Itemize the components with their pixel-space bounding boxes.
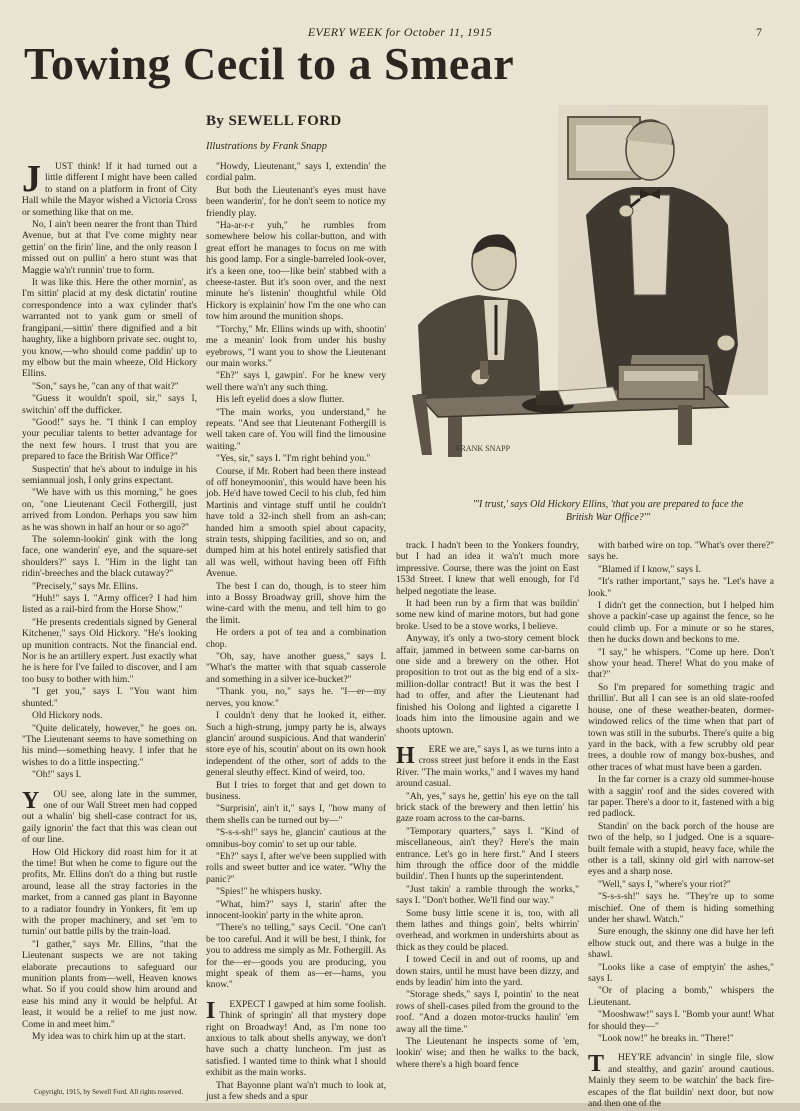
paragraph-text: That Bayonne plant wa'n't much to look at, just a few sheds and a spur [206, 1080, 386, 1103]
paragraph-text: The Lieutenant he inspects some of 'em, lookin' wise; and then he walks to the back, where there's a high board fence [396, 1037, 579, 1070]
paragraph-text: "Temporary quarters," says I. "Kind of miscellaneous, ain't they? Here's the main entrance. Let's go in here first." And I steers him through the office door of the middle buildin'. Then I hunts up the superintendent. [396, 826, 579, 883]
paragraph [396, 990, 579, 1036]
paragraph [588, 683, 774, 774]
paragraph-text: "Oh, say, have another guess," says I. "What's the matter with that squab casserole and something in a silver ice-bucket?" [206, 652, 386, 685]
paragraph [22, 618, 197, 686]
paragraph-text: "Just takin' a ramble through the works," says I. "Don't bother. We'll find our way." [396, 884, 579, 907]
paragraph-text: "I say," he whispers. "Come up here. Don't show your head. There! What do you make of that?" [588, 647, 774, 681]
paragraph-text: Standin' on the back porch of the house are two of the help, so I judged. One is a square-built female with a stupid, heavy face, while the other is a tall, skinny old girl with narrow-set eyes and a sharp nose. [588, 821, 774, 878]
artist-signature: FRANK SNAPP [456, 444, 511, 453]
paragraph-text: "He presents credentials signed by General Kitchener," says Old Hickory. "He's looking up munition contracts. Not the financial end. Nor is he an artillery expert. Just exactly what he is here for I've failed to discover, and I am too busy to bother with him." [22, 617, 197, 685]
text-column-2 [206, 162, 386, 1103]
drop-cap: J [22, 158, 41, 200]
paragraph [396, 827, 579, 884]
paragraph-text: "We have with us this morning," he goes on, "one Lieutenant Cecil Fothergill, just arrived from London. Perhaps you saw him as he was shown in half an hour or so ago?" [22, 488, 197, 533]
section-break [22, 782, 197, 790]
paragraph-text: "Or of placing a bomb," whispers the Lieutenant. [588, 986, 774, 1008]
paragraph [206, 652, 386, 686]
paragraph [588, 577, 774, 600]
paragraph-text: "Spies!" he whispers husky. [216, 887, 322, 898]
paragraph [22, 594, 197, 617]
paragraph-text: "S-s-s-sh!" says he. "They're up to some mischief. One of them is hiding something under her shawl. Watch." [588, 892, 774, 925]
paragraph-text: EXPECT I gawped at him some foolish. Think of springin' all that mystery dope right on Broadway! And, as I'm none too anxious to talk about shells anyway, we don't have such a chatty luncheon. I'm just as satisfied. I wanted time to think what I should exhibit as the main works. [206, 999, 386, 1079]
paragraph-text: My idea was to chirk him up at the start. [32, 1032, 186, 1043]
paragraph-text: "Good!" says he. "I think I can employ your peculiar talents to better advantage for the next few hours. I trust that you are prepared to face the British War Office?" [22, 417, 197, 463]
paragraph [396, 792, 579, 826]
paragraph [588, 892, 774, 926]
paragraph [588, 927, 774, 961]
paragraph-text: "Torchy," Mr. Ellins winds up with, shootin' me a meanin' look from under his bushy eyebrows, "I want you to show the Lieutenant our main works." [206, 324, 386, 369]
paragraph [206, 162, 386, 185]
page-number: 7 [756, 25, 762, 39]
desk-box [618, 365, 704, 399]
paragraph-text: "Quite delicately, however," he goes on. "The Lieutenant seems to have something on his mind—something heavy. I infer that he wishes to do a little inspecting." [22, 723, 197, 768]
paragraph [206, 804, 386, 827]
paragraph-text: The solemn-lookin' gink with the long face, one wanderin' eye, and the square-set shoulders?" says I. "Him in the light tan ridin'-breeches and the black cutaway?" [22, 535, 197, 580]
paragraph-text: The best I can do, though, is to steer him into a Bossy Broadway grill, shove him the wine-card with the menu, and tell him to go the limit. [206, 581, 386, 626]
paragraph [206, 467, 386, 581]
illustrator-credit: Illustrations by Frank Snapp [206, 141, 328, 152]
paragraph-text: "The main works, you understand," he repeats. "And see that Lieutenant Fothergill is well taken care of. You will find the limousine waiting." [206, 407, 386, 452]
paragraph [396, 1037, 579, 1071]
illustration [408, 95, 780, 493]
paragraph [588, 1010, 774, 1033]
paragraph [22, 382, 197, 393]
paragraph [206, 325, 386, 371]
paragraph [22, 1032, 197, 1043]
paragraph [396, 541, 579, 598]
paragraph-text: Anyway, it's only a two-story cement block affair, jammed in between some car-barns on one side and a brewery on the other. Hot proposition to trot out as the big end of a six-million-dollar contract! But it was the best I had to offer, and after the Lieutenant had finished his Oolong and lighted a cigarette I loads him into the limousine again and we shoots uptown. [396, 634, 579, 736]
paragraph [22, 394, 197, 417]
paragraph [396, 885, 579, 908]
paragraph [22, 724, 197, 770]
paragraph-text: It was like this. Here the other mornin', as I'm sittin' placid at my desk dictatin' routine correspondence into a wax cylinder that's warranted not to yank gum or smell of frangipani,—sittin' there dignified and a bit haughty, like a highborn private sec. ought to, you know,—who should come paddin' up to my elbow but the main wheeze, Old Hickory Ellins. [22, 278, 197, 380]
paragraph [206, 1081, 386, 1104]
paragraph-text: "Looks like a case of emptyin' the ashes," says I. [588, 962, 774, 985]
paragraph [206, 582, 386, 628]
paragraph [22, 465, 197, 488]
paragraph [588, 775, 774, 821]
paragraph [22, 582, 197, 593]
paragraph-text: "It's rather important," says he. "Let's have a look." [588, 577, 774, 599]
paragraph-text: His left eyelid does a slow flutter. [216, 395, 344, 406]
paragraph-text: "Howdy, Lieutenant," says I, extendin' the cordial palm. [206, 162, 386, 184]
paragraph-text: Some busy little scene it is, too, with all them lathes and things goin', belts whirrin' overhead, and workmen in undershirts about as thick as they could be placed. [396, 908, 579, 953]
paragraph [206, 454, 386, 465]
paragraph-text: "Precisely," says Mr. Ellins. [32, 581, 138, 592]
illustration-caption: "'I trust,' says Old Hickory Ellins, 'that you are prepared to face the British War Office?'" [472, 499, 744, 523]
section-break [396, 737, 579, 745]
paragraph-text: In the far corner is a crazy old summer-house with a saggin' roof and the sides covered with tar paper. There's a door to it, fastened with a big red padlock. [588, 775, 774, 820]
paragraph [206, 900, 386, 923]
paragraph-text: I couldn't deny that he looked it, either. Such a high-strung, jumpy party he is, always glancin' around suspicious. And that wanderin' store eye of his, scoutin' about on its own hook independent of the other, sort of adds to the general sleuthy effect. Kind of weird, too. [206, 711, 386, 779]
paragraph [206, 395, 386, 406]
paragraph-text: "Surprisin', ain't it," says I, "how many of them shells can be turned out by—" [206, 804, 386, 826]
paragraph-text: "Ah, yes," says he, gettin' his eye on the tall brick stack of the brewery and then lettin' his gaze roam across to the car-barns. [396, 791, 579, 825]
paragraph-text: But both the Lieutenant's eyes must have been wanderin', for he don't seem to notice my friendly play. [206, 185, 386, 219]
paragraph-text: "What, him?" says I, starin' after the innocent-lookin' party in the white apron. [206, 899, 386, 921]
paragraph-text: ERE we are," says I, as we turns into a cross street just before it ends in the East River. "The main works," and I waves my hand around casual. [396, 744, 579, 790]
paragraph [22, 220, 197, 277]
paragraph-text: "Blamed if I know," says I. [598, 564, 701, 575]
paragraph [588, 565, 774, 576]
paragraph-text: "Oh!" says I. [32, 770, 82, 781]
paragraph-text: "I gather," says Mr. Ellins, "that the Lieutenant suspects we are not taking elaborate precautions to safeguard our munition plants from—well, Heaven knows what. So if you could show him around and ease his mind any it would be helpful. At least, it would be a relief to me just now. Come in and meet him." [22, 939, 197, 1030]
byline: By SEWELL FORD [206, 113, 342, 129]
paragraph-text: I didn't get the connection, but I helped him shove a packin'-case up against the fence, so he could climb up. For a minute or so he stares, then he ducks down and beckons to me. [588, 601, 774, 646]
copyright-notice: Copyright, 1915, by Sewell Ford. All rights reserved. [34, 1088, 184, 1096]
paragraph [206, 887, 386, 898]
paragraph-text: "Look now!" he breaks in. "There!" [598, 1034, 734, 1045]
paragraph-text: Suspectin' that he's about to indulge in his semiannual josh, I only grins expectant. [22, 464, 197, 486]
paragraph [22, 535, 197, 581]
section-break [206, 992, 386, 1000]
paragraph-text: "S-s-s-sh!" says he, glancin' cautious at the omnibus-boy comin' to set up our table. [206, 828, 386, 850]
paragraph-text: "Ha-ar-r-r yuh," he rumbles from somewhere below his collar-button, and with great effort he manages to focus on me with his good lamp. For a single-barreled look-over, it's a keen one, too—like bein' stabbed with a cheese-taster. But it's soon over, and the next minute he's listenin' thoughtful while Old Hickory is explainin' how I'm the one who can tow him around the munition shops. [206, 221, 386, 323]
paragraph-text: "Eh?" says I, after we've been supplied with rolls and sweet butter and ice water. "Why the panic?" [206, 851, 386, 885]
paragraph [588, 986, 774, 1009]
paragraph-text: No, I ain't been nearer the front than Third Avenue, but at that I've come mighty near gettin' on the firin' line, and the only reason I missed out on pullin' a hero stunt was that Maggie wa'n't runnin' true to form. [22, 220, 197, 276]
paragraph [396, 955, 579, 989]
paragraph [206, 687, 386, 710]
text-column-3 [396, 541, 579, 1091]
paragraph-text: "Well," says I, "where's your riot?" [598, 879, 731, 890]
paragraph [22, 687, 197, 710]
text-column-1 [22, 158, 197, 1082]
paragraph [22, 158, 197, 219]
paragraph [22, 787, 197, 847]
drop-cap: T [588, 1051, 605, 1078]
paragraph [22, 711, 197, 722]
paragraph-text: OU see, along late in the summer, one of our Wall Street men had copped out a whalin' big shell-case contract for us, gaily ignorin' the fact that this was clean out of our line. [22, 789, 197, 846]
drop-cap: Y [22, 787, 40, 814]
paragraph-text: "Eh?" says I, gawpin'. For he knew very well there wa'n't any such thing. [206, 371, 386, 393]
paragraph [588, 1034, 774, 1045]
paragraph [22, 488, 197, 534]
paragraph-text: It had been run by a firm that was buildin' some new kind of marine motors, but had gone broke. Used to be a stove works, I believe. [396, 599, 579, 632]
paragraph-text: HEY'RE advancin' in single file, slow and stealthy, and gazin' around cautious. Mainly they seem to be watchin' the back fire-escapes of the flat buildin' next door, but now and then one of the [588, 1053, 774, 1110]
paragraph-text: "Storage sheds," says I, pointin' to the neat rows of shell-cases piled from the ground to the roof. "And a dozen motor-trucks haulin' 'em away all the time." [396, 990, 579, 1035]
paragraph [22, 770, 197, 781]
paragraph-text: "Son," says he, "can any of that wait?" [32, 381, 179, 392]
paragraph-text: I towed Cecil in and out of rooms, up and down stairs, until he must have been dizzy, and ends by leadin' him into the yard. [396, 955, 579, 989]
paragraph [206, 711, 386, 779]
paragraph [588, 963, 774, 986]
paragraph [206, 997, 386, 1080]
drop-cap: I [206, 997, 216, 1024]
paragraph-text: But I tries to forget that and get down to business. [206, 780, 386, 802]
paragraph [206, 408, 386, 454]
paragraph-text: "Huh!" says I. "Army officer? I had him listed as a rail-bird from the Horse Show." [22, 594, 197, 616]
paragraph [588, 822, 774, 879]
paragraph-text: "Yes, sir," says I. "I'm right behind you." [216, 454, 371, 465]
paragraph-text: "There's no telling," says Cecil. "One can't be too careful. And it will be best, I think, for you to address me simply as Mr. Fothergill. As for the—er—goods you are producing, you might speak of them as—er—hams, you know." [206, 923, 386, 991]
paragraph [206, 371, 386, 394]
paragraph-text: So I'm prepared for something tragic and thrillin'. But all I can see is an old slate-roofed house, one of these weather-beaten, dormer-windowed relics of the time when that part of town was still in the suburbs. There's quite a big yard in the back, with a few scrubby old pear trees, a double row of mangy box-bushes, and other traces of what must have been a garden. [588, 682, 774, 773]
paragraph-text: Old Hickory nods. [32, 711, 103, 722]
paragraph [206, 186, 386, 220]
article-title: Towing Cecil to a Smear [24, 38, 515, 89]
paragraph-text: Course, if Mr. Robert had been there instead of off honeymoonin', this would have been his job. He'd have towed Cecil to his club, fed him Martinis and vintage stuff until he couldn't have told a 32-inch shell from an ash-can; handed him a smooth spiel about capacity, strain tests, shipping facilities, and so on, and dumped him at his hotel entirely satisfied that all was well, without having been off Fifth Avenue. [206, 466, 386, 580]
paragraph [396, 634, 579, 737]
paragraph-text: UST think! If it had turned out a little different I might have been called to stand on a platform in front of City Hall while the Mayor wished a Victoria Cross or something like that on me. [22, 162, 197, 218]
paragraph [206, 923, 386, 991]
paragraph [588, 601, 774, 647]
paragraph [22, 848, 197, 939]
paragraph [588, 541, 774, 564]
paragraph [588, 880, 774, 891]
paragraph [396, 742, 579, 791]
paragraph-text: "I get you," says I. "You want him shunted." [22, 687, 197, 709]
paragraph [206, 781, 386, 804]
paragraph [206, 221, 386, 324]
paragraph-text: "Mooshwaw!" says I. "Bomb your aunt! What for should they—" [588, 1010, 774, 1032]
paragraph [588, 1053, 774, 1110]
text-column-4 [588, 541, 774, 1110]
paragraph-text: track. I hadn't been to the Yonkers foundry, but I had an idea it wa'n't much more impressive. Course, there was the joint on East 153d Street. I knew that well enough, for I'd helped negotiate the lease. [396, 541, 579, 597]
paragraph [206, 852, 386, 886]
paragraph-text: "Guess it wouldn't spoil, sir," says I, switchin' off the dufficker. [22, 394, 197, 416]
paragraph-text: "Thank you, no," says he. "I—er—my nerves, you know." [206, 687, 386, 709]
paragraph [396, 599, 579, 633]
paragraph [206, 828, 386, 851]
paragraph-text: Sure enough, the skinny one did have her left elbow stuck out, and there was a bulge in the shawl. [588, 927, 774, 961]
paragraph [396, 909, 579, 955]
paragraph-text: with barbed wire on top. "What's over there?" says he. [588, 541, 774, 563]
paragraph-text: How Old Hickory did roast him for it at the time! But when he come to figure out the profits, Mr. Ellins don't do a thing but rustle around, lease all the stray factories in the market, from a canned gas plant in Bayonne to a radiator foundry in Yonkers, fit 'em up with the proper machinery, and set 'em to turnin' out battle pills by the train-load. [22, 847, 197, 938]
running-head: EVERY WEEK for October 11, 1915 [307, 25, 493, 39]
drop-cap: H [396, 742, 415, 769]
paragraph [206, 628, 386, 651]
paragraph [22, 418, 197, 464]
paragraph [22, 278, 197, 381]
paragraph [22, 940, 197, 1031]
paragraph-text: He orders a pot of tea and a combination chop. [206, 628, 386, 650]
paragraph [588, 648, 774, 682]
